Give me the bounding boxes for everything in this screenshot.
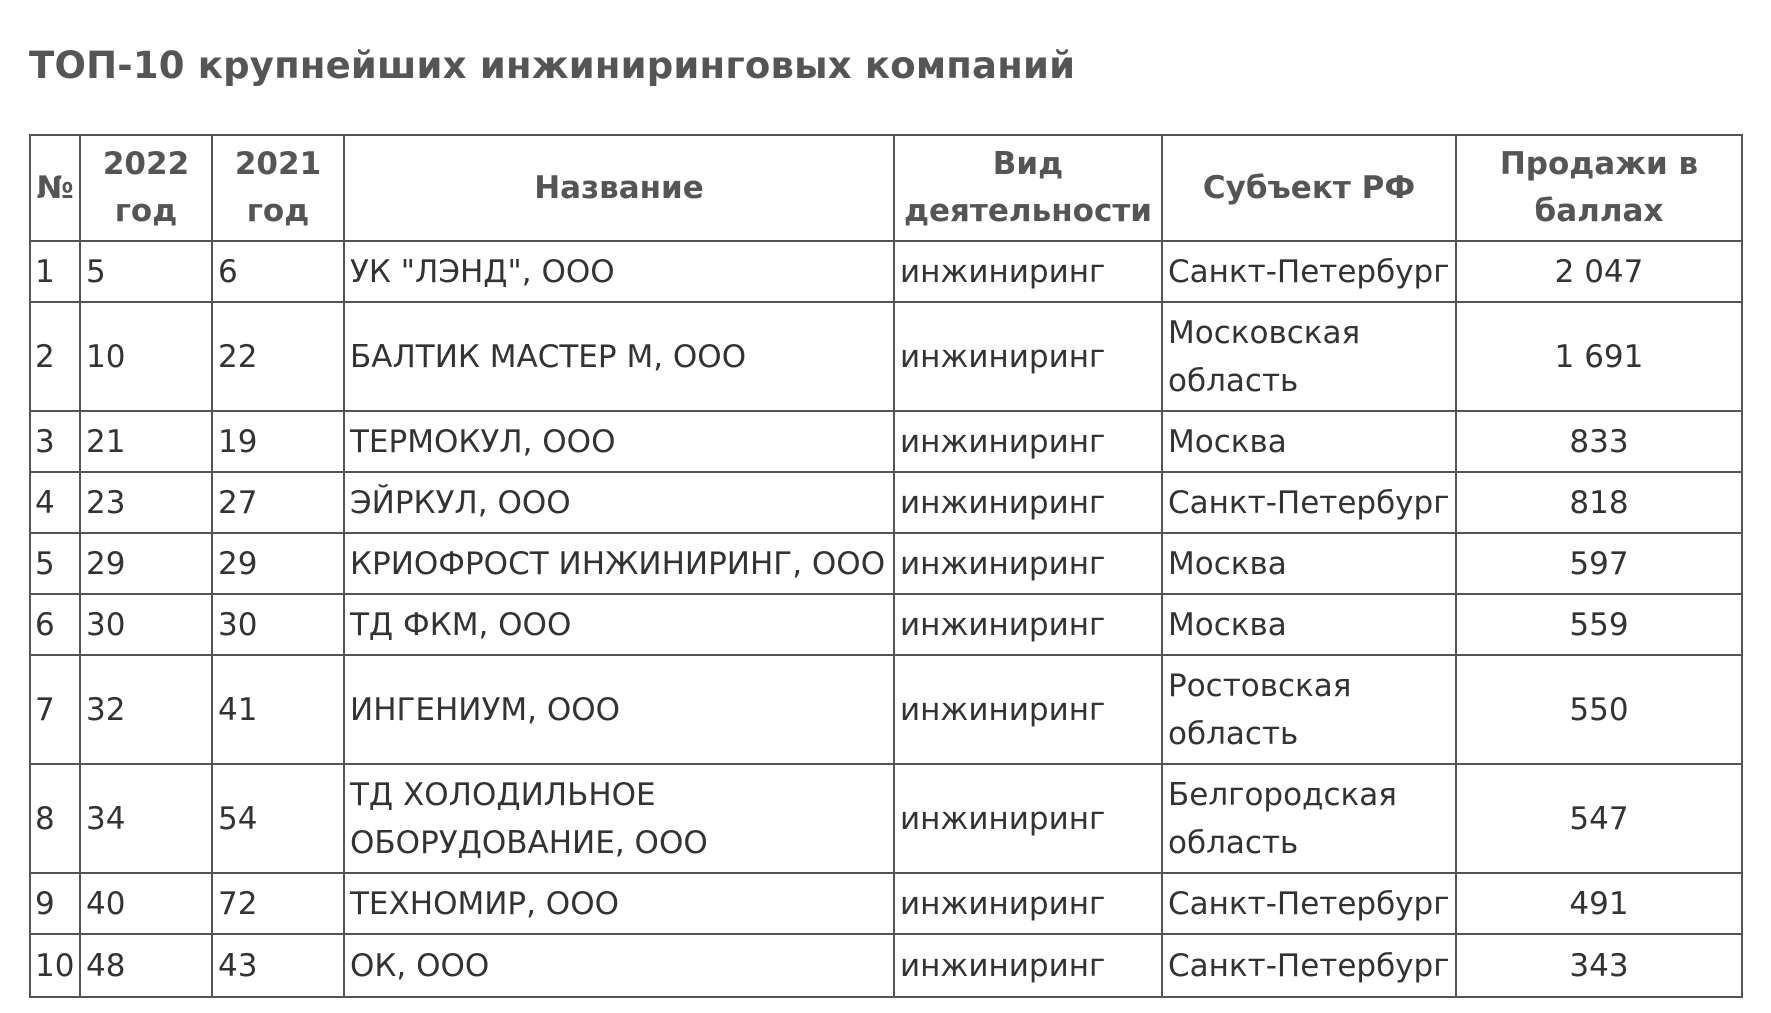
- ranking-table: [29, 134, 1743, 998]
- cell-activity: инжиниринг: [895, 765, 1163, 874]
- cell-region: Московская область: [1163, 303, 1457, 412]
- header-row: [31, 136, 1741, 242]
- cell-rank-2021: 72: [213, 874, 345, 935]
- column-header-num: №: [31, 136, 81, 242]
- cell-num: 10: [31, 935, 81, 996]
- table-body: [31, 242, 1741, 996]
- page-title: ТОП-10 крупнейших инжиниринговых компаний: [29, 44, 1076, 87]
- cell-sales: 343: [1569, 947, 1629, 984]
- cell-num: 3: [31, 412, 81, 473]
- cell-activity: инжиниринг: [895, 534, 1163, 595]
- cell-num: 9: [31, 874, 81, 935]
- cell-activity: инжиниринг: [895, 242, 1163, 303]
- column-header-name: Название: [345, 136, 895, 242]
- column-header-activity: Вид деятельности: [895, 136, 1163, 242]
- cell-region: Москва: [1163, 412, 1457, 473]
- table-row: [31, 595, 1741, 656]
- cell-company-name: ОК, ООО: [345, 935, 895, 996]
- column-header-2022: 2022 год: [81, 136, 213, 242]
- cell-num: 4: [31, 473, 81, 534]
- cell-rank-2021: 29: [213, 534, 345, 595]
- cell-region: Санкт-Петербург: [1163, 242, 1457, 303]
- cell-num: 2: [31, 303, 81, 412]
- table-row: [31, 935, 1741, 996]
- cell-region: Москва: [1163, 534, 1457, 595]
- cell-rank-2021: 30: [213, 595, 345, 656]
- cell-sales: 1 691: [1457, 303, 1741, 412]
- cell-activity: инжиниринг: [895, 412, 1163, 473]
- table-header: [31, 136, 1741, 242]
- table-row: [31, 765, 1741, 874]
- table-row: [31, 473, 1741, 534]
- cell-rank-2022: 23: [81, 473, 213, 534]
- cell-company-name: ТЕРМОКУЛ, ООО: [345, 412, 895, 473]
- cell-activity: инжиниринг: [895, 874, 1163, 935]
- cell-activity: инжиниринг: [895, 595, 1163, 656]
- cell-rank-2022: 21: [81, 412, 213, 473]
- cell-num: 7: [31, 656, 81, 765]
- cell-region: Санкт-Петербург: [1163, 935, 1457, 996]
- cell-rank-2022: 30: [81, 595, 213, 656]
- cell-sales: 2 047: [1457, 242, 1741, 303]
- table-row: [31, 303, 1741, 412]
- cell-rank-2022: 34: [81, 765, 213, 874]
- cell-region: Санкт-Петербург: [1163, 874, 1457, 935]
- table-row: [31, 242, 1741, 303]
- cell-company-name: КРИОФРОСТ ИНЖИНИРИНГ, ООО: [345, 534, 895, 595]
- cell-rank-2022: 48: [81, 935, 213, 996]
- cell-region: Москва: [1163, 595, 1457, 656]
- cell-rank-2021: 19: [213, 412, 345, 473]
- cell-company-name: ТЕХНОМИР, ООО: [345, 874, 895, 935]
- cell-num: 6: [31, 595, 81, 656]
- cell-sales: 550: [1457, 656, 1741, 765]
- cell-region: Ростовская область: [1163, 656, 1457, 765]
- cell-company-name: ИНГЕНИУМ, ООО: [345, 656, 895, 765]
- cell-sales: 559: [1457, 595, 1741, 656]
- cell-rank-2022: 29: [81, 534, 213, 595]
- cell-rank-2021: 54: [213, 765, 345, 874]
- cell-rank-2022: 5: [81, 242, 213, 303]
- cell-activity: инжиниринг: [895, 473, 1163, 534]
- cell-rank-2021: 22: [213, 303, 345, 412]
- cell-rank-2022: 10: [81, 303, 213, 412]
- cell-company-name: БАЛТИК МАСТЕР М, ООО: [345, 303, 895, 412]
- cell-num: 5: [31, 534, 81, 595]
- cell-activity: инжиниринг: [895, 656, 1163, 765]
- cell-sales: 818: [1457, 473, 1741, 534]
- column-header-region: Субъект РФ: [1163, 136, 1457, 242]
- cell-company-name: ТД ФКМ, ООО: [345, 595, 895, 656]
- cell-company-name: УК "ЛЭНД", ООО: [345, 242, 895, 303]
- cell-company-name: ТД ХОЛОДИЛЬНОЕ ОБОРУДОВАНИЕ, ООО: [345, 765, 895, 874]
- table-row: [31, 874, 1741, 935]
- cell-activity: инжиниринг: [895, 935, 1163, 996]
- cell-num: 8: [31, 765, 81, 874]
- cell-rank-2021: 41: [213, 656, 345, 765]
- cell-sales: 833: [1457, 412, 1741, 473]
- cell-num: 1: [31, 242, 81, 303]
- cell-region: Белгородская область: [1163, 765, 1457, 874]
- column-header-sales: Продажи в баллах: [1457, 136, 1741, 242]
- cell-rank-2022: 32: [81, 656, 213, 765]
- cell-rank-2021: 6: [213, 242, 345, 303]
- table-row: [31, 534, 1741, 595]
- table-row: [31, 656, 1741, 765]
- cell-sales: 491: [1457, 874, 1741, 935]
- cell-rank-2021: 27: [213, 473, 345, 534]
- cell-activity: инжиниринг: [895, 303, 1163, 412]
- cell-company-name: ЭЙРКУЛ, ООО: [345, 473, 895, 534]
- cell-rank-2022: 40: [81, 874, 213, 935]
- cell-rank-2021: 43: [213, 935, 345, 996]
- cell-sales: 597: [1457, 534, 1741, 595]
- cell-sales: 547: [1457, 765, 1741, 874]
- table-row: [31, 412, 1741, 473]
- cell-region: Санкт-Петербург: [1163, 473, 1457, 534]
- column-header-2021: 2021 год: [213, 136, 345, 242]
